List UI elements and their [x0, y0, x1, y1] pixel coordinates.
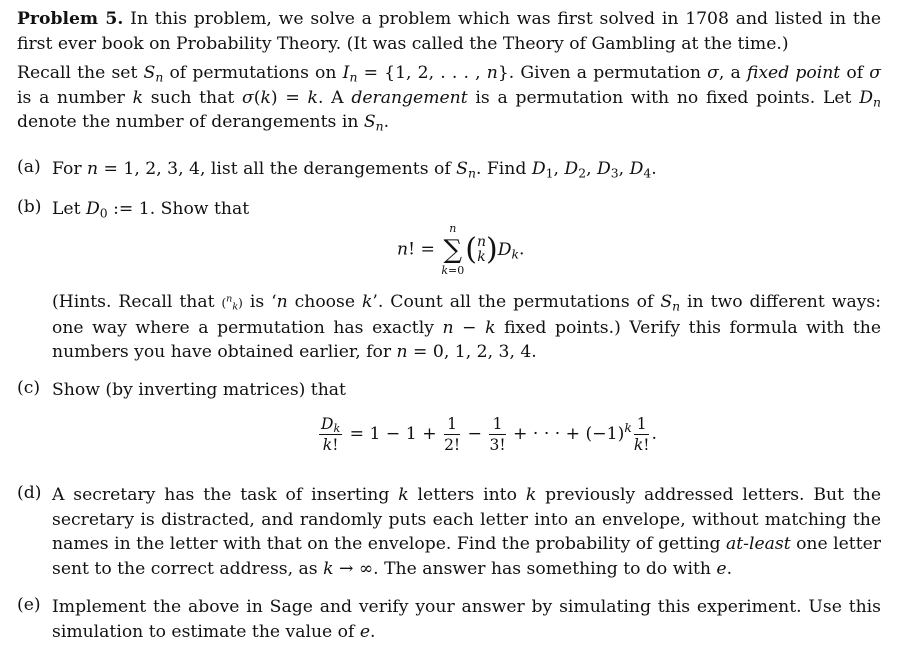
problem-label: Problem 5.: [17, 9, 124, 29]
at-least-term: at-least: [726, 534, 791, 554]
recall-paragraph: Recall the set $S_n$ of permutations on $I_n = \{1$, 2, . . . , n}. Given a permutation σ, a fixed point of σ is a number k such that σ(k) = k. A derangement is a permutation with no fixed points. Let $D_n$ denote the number of derangements in $S_n$.: [17, 63, 881, 134]
part-d-label: (d): [17, 483, 42, 503]
problem-intro: [17, 7, 881, 56]
equation-c: $\frac{D_k}{k!}$ = 1 − 1 + $\frac{1}{2!}$ − $\frac{1}{3!}$ + · · · + $(-1)^k$ $\frac{1}{k!}$ .: [321, 415, 657, 454]
fixed-point-term: fixed point: [746, 63, 841, 83]
part-a-label: (a): [17, 157, 41, 177]
part-b-hint: (Hints. Recall that ($^n_k$) is ‘n choose k’. Count all the permutations of $S_n$ in two different ways: one way where a permutation has exactly n − k fixed points.) Verify this formula with the numbers you have obtained earlier, for n = 0, 1, 2, 3, 4.: [52, 292, 882, 362]
part-b-label: (b): [17, 197, 42, 217]
derangement-term: derangement: [351, 87, 468, 108]
problem-intro-text: In this problem, we solve a problem which was first solved in 1708 and listed in the first ever book on Probability Theory. (It was called the Theory of Gambling at the time.): [17, 9, 881, 54]
part-e-text: Implement the above in Sage and verify your answer by simulating this experiment. Use this simulation to estimate the value of: [52, 597, 881, 642]
part-c-text: Show (by inverting matrices) that: [52, 380, 346, 400]
part-e-label: (e): [17, 595, 41, 615]
equation-b: n! = n ∑ k=0 (n $k)D_k$.: [397, 222, 525, 277]
part-c-label: (c): [17, 378, 41, 398]
